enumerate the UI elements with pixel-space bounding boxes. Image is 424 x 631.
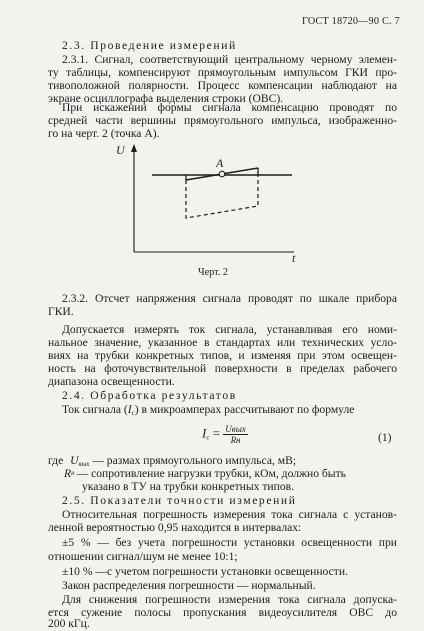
paragraph-line: ется сужение полосы пропускания видеоусилителя ОВС до [48,606,397,619]
formula-number: (1) [378,431,392,444]
paragraph-line: 200 кГц. [48,617,90,630]
paragraph-line: Допускается измерять ток сигнала, устанавливая его номи- [62,323,397,336]
paragraph-line: ленной вероятностью 0,95 находится в интервалах: [48,521,302,534]
paragraph-line: Закон распределения погрешности — нормальный. [62,579,316,592]
paragraph-line: 2.3.2. Отсчет напряжения сигнала проводят по шкале прибора [62,292,397,305]
definition-r-cont: указано в ТУ на трубки конкретных типов. [82,480,294,493]
y-axis-arrow [131,144,137,152]
x-axis-label: t [292,251,296,265]
page-number: С. 7 [382,16,400,27]
paragraph-line: ность на фоточувствительной поверхности в пределах рабочего [48,362,397,375]
paragraph-line: средней части вершины прямоугольного импульса, изображенно- [48,114,397,127]
section-2-3-title: 2.3. Проведение измерений [62,39,237,52]
drawing-2 [118,140,308,265]
formula-fraction: $\frac{\text{Uвых}}{Rн}$ [225,424,246,445]
paragraph-line: тивоположной полярности. Процесс компенсации наблюдают на [48,79,397,92]
paragraph-line: ту таблицы, компенсируют прямоугольным импульсом ГКИ про- [48,66,397,79]
paragraph-line: го на черт. 2 (точка A). [48,127,160,140]
definition-u: где $U_{вых}$ — размах прямоугольного импульса, мВ; [48,454,297,468]
point-a-marker [219,171,225,177]
compensation-pulse-dashed [186,175,258,218]
paragraph-line: ±10 % —с учетом погрешности установки освещенности. [62,565,348,578]
formula-1: $I_c$ = $\frac{\text{Uвых}}{Rн}$ [202,424,246,445]
paragraph-line: отношении сигнал/шум не менее 10:1; [48,550,238,563]
waveform-diagram [118,140,308,265]
point-a-label: A [216,156,224,170]
paragraph-line: нальное значение, указанное в стандартах или технических усло- [48,336,397,349]
paragraph-line: Для снижения погрешности измерения тока сигнала допуска- [62,593,397,606]
paragraph-line: экране осциллографа выделения строки (ОВС). [48,92,284,105]
paragraph-line: При искажении формы сигнала компенсацию проводят по [62,101,397,114]
section-2-4-title: 2.4. Обработка результатов [62,389,237,402]
paragraph-line: виях на трубки конкретных типов, и изменяя при этом освещен- [48,349,397,362]
definition-r: R н — сопротивление нагрузки трубки, кОм, должно быть [64,467,346,480]
paragraph-line: ГКИ. [48,305,74,318]
paragraph-line: ±5 % — без учета погрешности установки освещенности при [62,536,397,549]
paragraph-line: диапазона освещенности. [48,375,175,388]
section-2-5-title: 2.5. Показатели точности измерений [62,494,297,507]
paragraph-line: Относительная погрешность измерения тока сигнала с установ- [62,508,397,521]
figure-caption: Черт. 2 [198,267,228,278]
paragraph-line: 2.3.1. Сигнал, соответствующий центральному черному элемен- [62,53,397,66]
y-axis-label: U [116,143,125,157]
standard-number: ГОСТ 18720—90 [302,16,380,27]
formula-intro: Ток сигнала $(I_c)$ в микроамперах рассчитывают по формуле [62,403,355,417]
